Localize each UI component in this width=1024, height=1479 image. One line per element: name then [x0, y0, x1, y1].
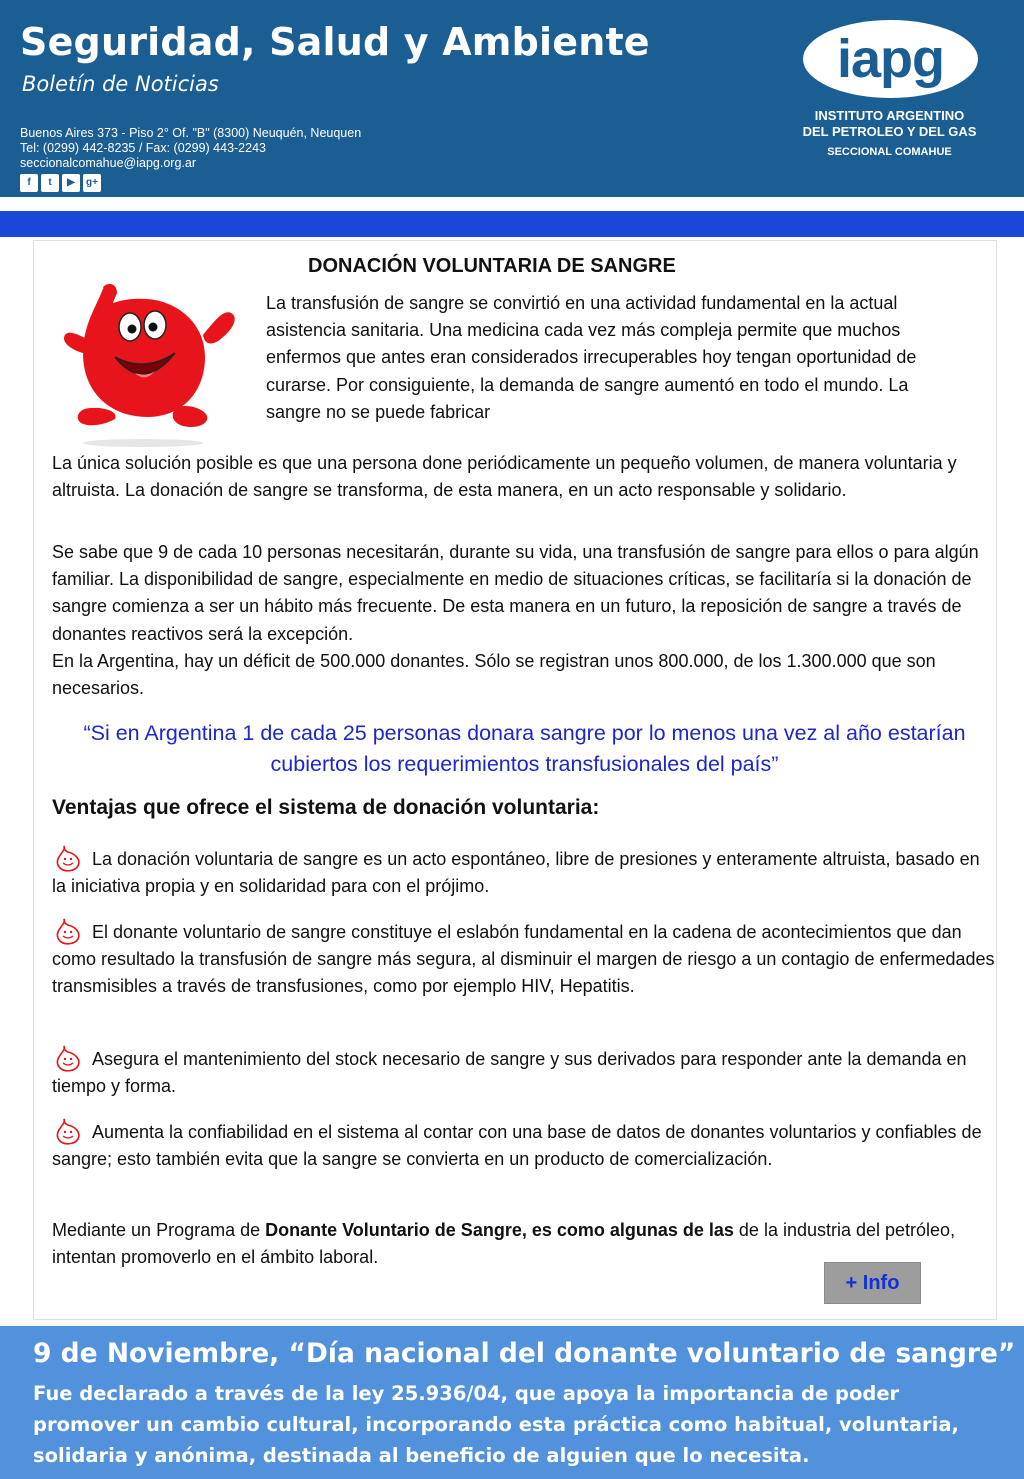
- advantages-heading: Ventajas que ofrece el sistema de donación voluntaria:: [52, 796, 600, 819]
- org-name-line3: SECCIONAL COMAHUE: [827, 146, 952, 158]
- highlight-quote: “Si en Argentina 1 de cada 25 personas donara sangre por lo menos una vez al año estarían cubiertos los requerimientos transfusionales del país”: [83, 721, 966, 776]
- google-plus-icon[interactable]: g+: [83, 174, 101, 192]
- blood-drop-bullet-icon: [52, 844, 82, 872]
- org-name-line2: DEL PETROLEO Y DEL GAS: [802, 124, 977, 139]
- advantage-text: Aumenta la confiabilidad en el sistema al contar con una base de datos de donantes voluntarios y confiables de sangre; esto también evita que la sangre se convierta en un producto de comercialización.: [52, 1122, 982, 1170]
- header-stripe: [0, 211, 1024, 237]
- contact-address: Buenos Aires 373 - Piso 2° Of. "B" (8300) Neuquén, Neuquen: [20, 126, 362, 140]
- iapg-logo: iapg: [803, 20, 978, 98]
- advantage-text: El donante voluntario de sangre constituye el eslabón fundamental en la cadena de acontecimientos que dan como resultado la transfusión de sangre más segura, al disminuir el margen de riesgo a un contagio de enfermedades transmisibles a través de transfusiones, como por ejemplo HIV, Hepatitis.: [52, 922, 995, 997]
- facebook-icon[interactable]: f: [20, 174, 38, 192]
- paragraph-transfusion-need: Se sabe que 9 de cada 10 personas necesitarán, durante su vida, una transfusión de sangre para ellos o para algún familiar. La disponibilidad de sangre, especialmente en medio de situaciones críticas, se facilitaría si la donación de sangre comienza a ser un hábito más frecuente. De esta manera en un futuro, la reposición de sangre a través de donantes reactivos será la excepción.: [52, 542, 979, 644]
- footer-title: 9 de Noviembre, “Día nacional del donante voluntario de sangre”: [33, 1338, 1016, 1369]
- advantage-text: Asegura el mantenimiento del stock necesario de sangre y sus derivados para responder ante la demanda en tiempo y forma.: [52, 1049, 967, 1097]
- social-icons: [20, 174, 101, 192]
- newsletter-title: Seguridad, Salud y Ambiente: [20, 20, 650, 64]
- advantage-text: La donación voluntaria de sangre es un acto espontáneo, libre de presiones y enteramente altruista, basado en la iniciativa propia y en solidaridad para con el prójimo.: [52, 849, 980, 897]
- closing-text-start: Mediante un Programa de: [52, 1220, 266, 1240]
- more-info-button[interactable]: + Info: [824, 1262, 921, 1304]
- blood-drop-bullet-icon: [52, 1044, 82, 1072]
- contact-email[interactable]: seccionalcomahue@iapg.org.ar: [20, 156, 196, 170]
- newsletter-header: [0, 0, 1024, 197]
- paragraph-donor-deficit: En la Argentina, hay un déficit de 500.000 donantes. Sólo se registran unos 800.000, de los 1.300.000 que son necesarios.: [52, 650, 936, 699]
- advantage-item: [52, 917, 997, 1001]
- twitter-icon[interactable]: t: [41, 174, 59, 192]
- advantage-item: [52, 844, 997, 900]
- footer-text: Fue declarado a través de la ley 25.936/04, que apoya la importancia de poder promover un cambio cultural, incorporando esta práctica como habitual, voluntaria, solidaria y anónima, destinada al beneficio de alguien que lo necesita.: [33, 1382, 959, 1467]
- advantage-item: [52, 1044, 997, 1100]
- article-paragraph-2: [52, 539, 997, 702]
- blood-drop-bullet-icon: [52, 917, 82, 945]
- article-paragraph-1: La única solución posible es que una persona done periódicamente un pequeño volumen, de manera voluntaria y altruista. La donación de sangre se transforma, de esta manera, en un acto responsable y solidario.: [52, 453, 957, 501]
- closing-text-bold: Donante Voluntario de Sangre, es como algunas de las: [265, 1220, 734, 1240]
- article-intro: La transfusión de sangre se convirtió en una actividad fundamental en la actual asistencia sanitaria. Una medicina cada vez más compleja permite que muchos enfermos que antes eran considerados irrecuperables hoy tengan oportunidad de curarse. Por consiguiente, la demanda de sangre aumentó en todo el mundo. La sangre no se puede fabricar: [266, 293, 917, 422]
- youtube-icon[interactable]: ▶: [62, 174, 80, 192]
- org-name-line1: INSTITUTO ARGENTINO: [814, 108, 965, 123]
- closing-text-end: de la industria del petróleo, intentan promoverlo en el ámbito laboral.: [52, 1220, 956, 1268]
- blood-drop-bullet-icon: [52, 1117, 82, 1145]
- article-title: DONACIÓN VOLUNTARIA DE SANGRE: [308, 255, 676, 277]
- advantage-item: [52, 1117, 997, 1173]
- blood-drop-mascot-image: [55, 265, 243, 448]
- newsletter-subtitle: Boletín de Noticias: [22, 72, 219, 96]
- contact-phone: Tel: (0299) 442-8235 / Fax: (0299) 443-2243: [20, 141, 266, 155]
